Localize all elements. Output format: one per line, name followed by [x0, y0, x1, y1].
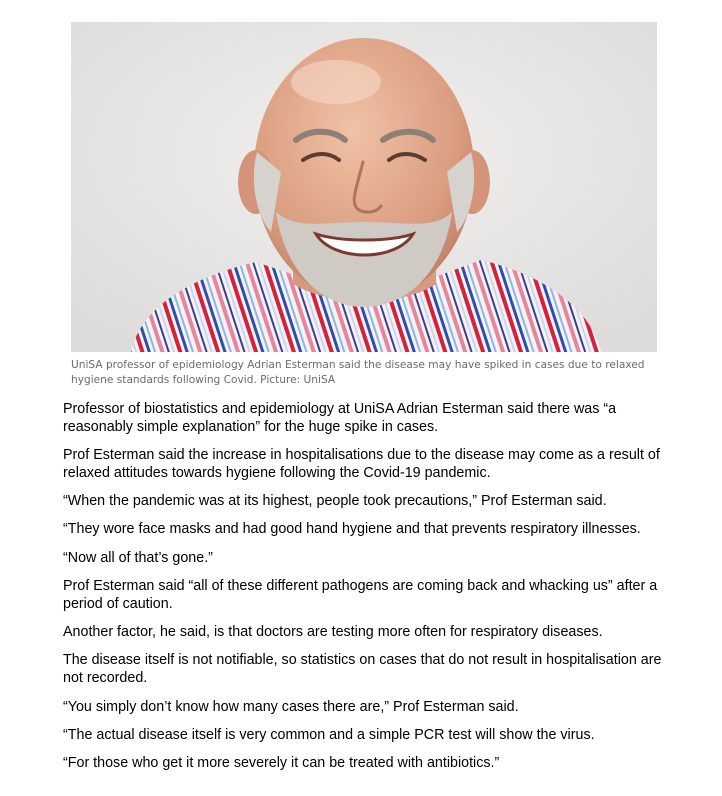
article-paragraph: Prof Esterman said the increase in hospitalisations due to the disease may come as a result of relaxed attitudes towards hygiene following the Covid-19 pandemic. [63, 447, 660, 481]
article-paragraph: “Now all of that’s gone.” [63, 549, 213, 566]
portrait-photo [71, 22, 657, 352]
article-body [63, 401, 663, 783]
article-paragraph: “When the pandemic was at its highest, people took precautions,” Prof Esterman said. [63, 493, 607, 510]
article-paragraph: “They wore face masks and had good hand hygiene and that prevents respiratory illnesses. [63, 521, 641, 538]
photo-caption: UniSA professor of epidemiology Adrian Esterman said the disease may have spiked in cases due to relaxed hygiene standards following Covid. Picture: UniSA [71, 359, 645, 386]
article-paragraph: “You simply don’t know how many cases there are,” Prof Esterman said. [63, 698, 519, 715]
article-paragraph: The disease itself is not notifiable, so statistics on cases that do not result in hospitalisation are not recorded. [63, 652, 662, 687]
article-paragraph: “For those who get it more severely it can be treated with antibiotics.” [63, 755, 500, 772]
article-paragraph: Professor of biostatistics and epidemiology at UniSA Adrian Esterman said there was “a reasonably simple explanation” for the huge spike in cases. [63, 401, 617, 435]
article-paragraph: “The actual disease itself is very common and a simple PCR test will show the virus. [63, 726, 595, 743]
article-paragraph: Another factor, he said, is that doctors are testing more often for respiratory diseases. [63, 624, 603, 641]
article-paragraph: Prof Esterman said “all of these different pathogens are coming back and whacking us” after a period of caution. [63, 578, 658, 612]
